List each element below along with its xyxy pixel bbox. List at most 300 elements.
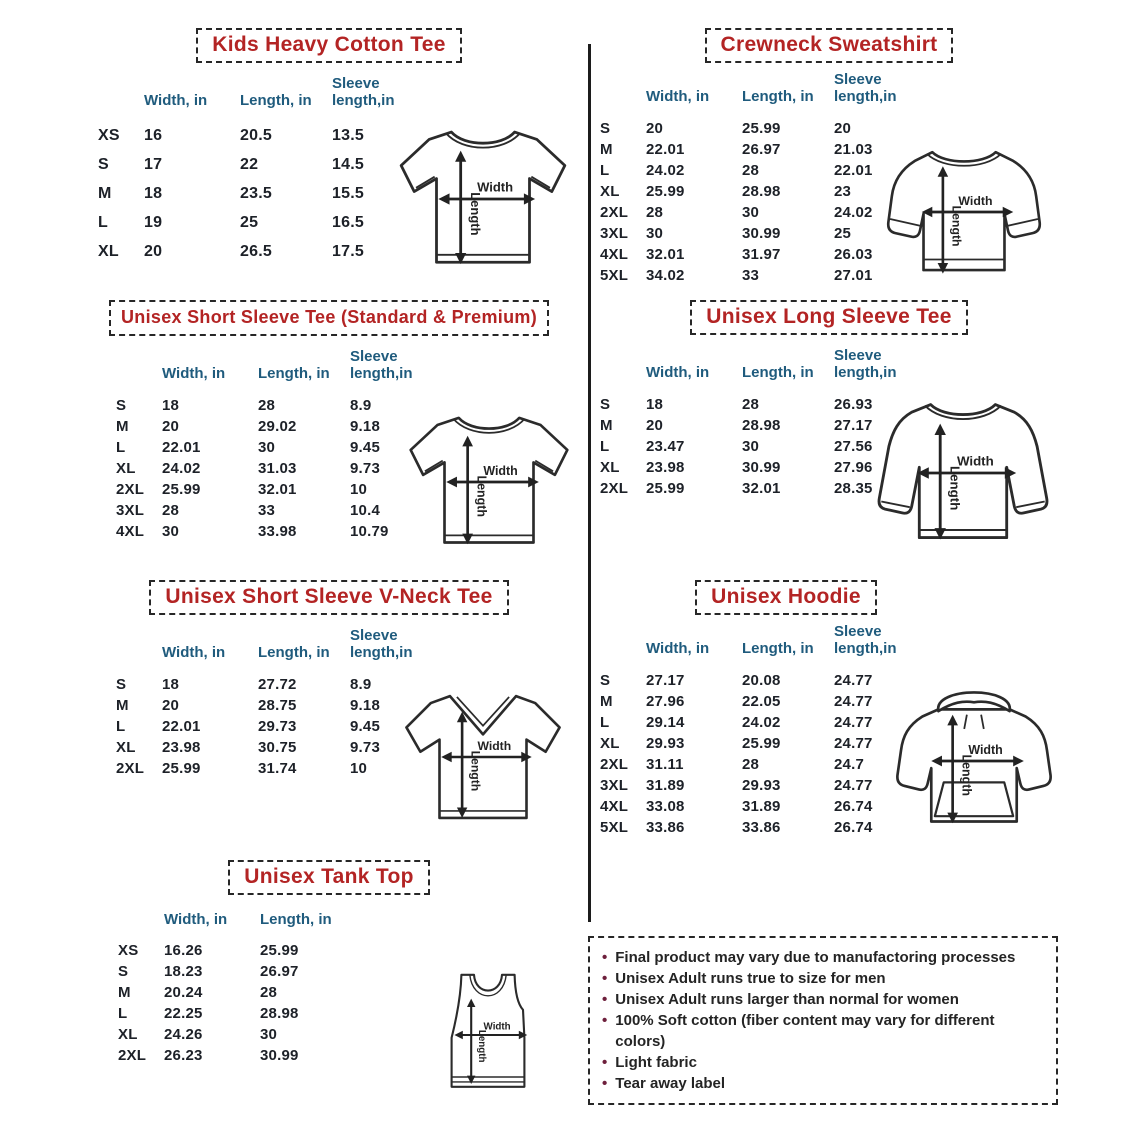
tank-top-illustration [418, 940, 558, 1130]
size-row [600, 733, 912, 754]
length-header: Length, in [258, 365, 330, 383]
measurement-value: 20 [162, 417, 180, 435]
measurement-value: 30 [260, 1026, 278, 1044]
measurement-value: 25.99 [646, 479, 685, 497]
measurement-value: 20 [646, 416, 664, 434]
column-divider [588, 44, 591, 922]
size-table [116, 627, 428, 779]
measurement-value: 20.24 [164, 984, 203, 1002]
measurement-value: 28 [162, 501, 180, 519]
bullet-icon: • [602, 1054, 608, 1071]
panel-unisex-tank-top [82, 860, 576, 1130]
width-header: Width, in [144, 92, 208, 110]
measurement-value: 8.9 [350, 396, 372, 414]
long-sleeve-tee-illustration [854, 378, 1072, 568]
length-arrow-label: Length [475, 1029, 487, 1063]
measurement-value: 32.01 [742, 479, 781, 497]
tshirt-illustration [400, 390, 578, 574]
size-label: XL [600, 734, 620, 752]
measurement-value: 13.5 [332, 127, 364, 144]
measurement-value: 26.97 [742, 140, 781, 158]
measurement-value: 28 [742, 395, 760, 413]
measurement-value: 26.5 [240, 243, 272, 260]
measurement-value: 10 [350, 759, 368, 777]
size-label: 2XL [600, 479, 629, 497]
measurement-value: 27.96 [646, 692, 685, 710]
size-row [600, 775, 912, 796]
measurement-value: 17.5 [332, 243, 364, 260]
measurement-value: 19 [144, 214, 163, 231]
size-table [118, 911, 352, 1066]
measurement-value: 18 [162, 396, 180, 414]
size-column-header [600, 623, 646, 670]
measurement-value: 30.99 [742, 224, 781, 242]
size-row [116, 695, 428, 716]
measurement-value: 18.23 [164, 963, 203, 981]
measurement-value: 16.26 [164, 942, 203, 960]
note-text: Final product may vary due to manufactoring processes [615, 949, 1016, 966]
note-text: Light fabric [615, 1054, 697, 1071]
measurement-value: 26.74 [834, 818, 873, 836]
length-header: Length, in [258, 644, 330, 662]
size-rows [600, 670, 912, 838]
size-label: XL [118, 1026, 138, 1044]
width-arrow-label: Width [483, 463, 518, 478]
size-label: L [116, 438, 126, 456]
measurement-value: 24.02 [162, 459, 201, 477]
size-label: 3XL [600, 224, 629, 242]
measurement-value: 30 [646, 224, 664, 242]
hoodie-illustration [880, 672, 1068, 850]
measurement-value: 22 [240, 156, 259, 173]
header-row [98, 75, 410, 122]
measurement-value: 22.01 [834, 161, 873, 179]
width-arrow-label: Width [958, 193, 993, 208]
measurement-value: 30 [258, 438, 276, 456]
measurement-value: 21.03 [834, 140, 873, 158]
size-column-header [116, 627, 162, 674]
measurement-value: 18 [162, 675, 180, 693]
width-arrow-label: Width [477, 179, 514, 195]
size-label: XL [98, 243, 119, 260]
measurement-value: 33 [258, 501, 276, 519]
size-label: S [98, 156, 109, 173]
measurement-value: 26.97 [260, 963, 299, 981]
size-label: S [116, 675, 127, 693]
measurement-value: 25.99 [742, 119, 781, 137]
measurement-value: 17 [144, 156, 163, 173]
measurement-value: 23.98 [646, 458, 685, 476]
length-header: Length, in [742, 88, 814, 106]
width-arrow-label: Width [968, 742, 1003, 757]
size-label: L [98, 214, 108, 231]
measurement-value: 34.02 [646, 266, 685, 284]
measurement-value: 16 [144, 127, 163, 144]
width-arrow-label: Width [483, 1021, 511, 1033]
measurement-value: 9.73 [350, 459, 380, 477]
measurement-value: 23.98 [162, 738, 201, 756]
size-label: 4XL [600, 797, 629, 815]
measurement-value: 10.79 [350, 522, 389, 540]
size-row [98, 151, 410, 180]
measurement-value: 24.02 [834, 203, 873, 221]
size-label: S [600, 671, 611, 689]
measurement-value: 18 [646, 395, 664, 413]
width-arrow-label: Width [956, 453, 994, 469]
measurement-value: 10.4 [350, 501, 380, 519]
measurement-value: 27.96 [834, 458, 873, 476]
size-row [600, 670, 912, 691]
size-rows [98, 122, 410, 267]
size-label: 2XL [118, 1047, 147, 1065]
measurement-value: 27.01 [834, 266, 873, 284]
size-label: XS [118, 942, 139, 960]
measurement-value: 20.08 [742, 671, 781, 689]
measurement-value: 22.01 [162, 717, 201, 735]
size-label: M [600, 692, 613, 710]
measurement-value: 29.02 [258, 417, 297, 435]
measurement-value: 25 [834, 224, 852, 242]
measurement-value: 9.73 [350, 738, 380, 756]
measurement-value: 16.5 [332, 214, 364, 231]
measurement-value: 20 [144, 243, 163, 260]
measurement-value: 20 [646, 119, 664, 137]
note-item [602, 947, 1044, 968]
panel-unisex-short-sleeve-tee [82, 300, 576, 578]
measurement-value: 22.05 [742, 692, 781, 710]
measurement-value: 31.97 [742, 245, 781, 263]
size-row [116, 674, 428, 695]
measurement-value: 33.86 [742, 818, 781, 836]
size-row [116, 521, 428, 542]
note-item [602, 1073, 1044, 1094]
size-row [600, 691, 912, 712]
product-notes-box [588, 936, 1058, 1105]
notes-list [602, 947, 1044, 1094]
length-header: Length, in [742, 640, 814, 658]
measurement-value: 27.56 [834, 437, 873, 455]
size-label: S [600, 119, 611, 137]
size-row [98, 209, 410, 238]
bullet-icon: • [602, 1012, 608, 1029]
width-header: Width, in [162, 644, 226, 662]
measurement-value: 25.99 [260, 942, 299, 960]
size-label: S [600, 395, 611, 413]
size-label: XL [600, 182, 620, 200]
measurement-value: 22.25 [164, 1005, 203, 1023]
measurement-value: 9.45 [350, 717, 380, 735]
panel-kids-heavy-cotton-tee [82, 28, 576, 296]
measurement-value: 10 [350, 480, 368, 498]
measurement-value: 20.5 [240, 127, 272, 144]
measurement-value: 24.77 [834, 671, 873, 689]
size-table [98, 75, 410, 267]
measurement-value: 25.99 [742, 734, 781, 752]
size-rows [116, 395, 428, 542]
size-column-header [116, 348, 162, 395]
size-label: M [116, 696, 129, 714]
size-row [600, 754, 912, 775]
measurement-value: 27.17 [646, 671, 685, 689]
size-label: XL [116, 459, 136, 477]
measurement-value: 29.14 [646, 713, 685, 731]
header-row [116, 348, 428, 395]
size-label: M [600, 416, 613, 434]
size-column-header [600, 347, 646, 394]
width-header: Width, in [164, 911, 228, 928]
length-arrow-label: Length [959, 754, 974, 796]
measurement-value: 31.89 [646, 776, 685, 794]
size-row [118, 1024, 352, 1045]
measurement-value: 33.98 [258, 522, 297, 540]
panel-title: Unisex Short Sleeve Tee (Standard & Premium) [109, 300, 549, 336]
measurement-value: 24.7 [834, 755, 864, 773]
measurement-value: 22.01 [162, 438, 201, 456]
measurement-value: 28.75 [258, 696, 297, 714]
size-row [118, 961, 352, 982]
measurement-value: 30 [742, 437, 760, 455]
measurement-value: 20 [834, 119, 852, 137]
size-table [116, 348, 428, 542]
measurement-value: 22.01 [646, 140, 685, 158]
measurement-value: 23 [834, 182, 852, 200]
size-row [116, 458, 428, 479]
measurement-value: 26.74 [834, 797, 873, 815]
size-row [116, 758, 428, 779]
width-header: Width, in [162, 365, 226, 383]
size-label: 3XL [116, 501, 145, 519]
size-label: 5XL [600, 818, 629, 836]
measurement-value: 25.99 [162, 759, 201, 777]
size-label: L [600, 437, 610, 455]
measurement-value: 24.26 [164, 1026, 203, 1044]
header-row [600, 623, 912, 670]
measurement-value: 28.98 [742, 182, 781, 200]
header-row [116, 627, 428, 674]
measurement-value: 28 [742, 755, 760, 773]
size-label: L [600, 713, 610, 731]
measurement-value: 24.02 [742, 713, 781, 731]
measurement-value: 15.5 [332, 185, 364, 202]
measurement-value: 20 [162, 696, 180, 714]
note-item [602, 1052, 1044, 1073]
sleeve-header: Sleeve length,in [834, 623, 897, 658]
measurement-value: 27.17 [834, 416, 873, 434]
note-text: Tear away label [615, 1075, 726, 1092]
size-label: 2XL [116, 480, 145, 498]
tshirt-illustration [390, 106, 576, 292]
measurement-value: 31.74 [258, 759, 297, 777]
measurement-value: 31.89 [742, 797, 781, 815]
size-row [116, 437, 428, 458]
panel-title: Unisex Long Sleeve Tee [690, 300, 967, 335]
size-row [116, 737, 428, 758]
size-label: L [118, 1005, 128, 1023]
panel-title: Kids Heavy Cotton Tee [196, 28, 461, 63]
header-row [600, 71, 912, 118]
measurement-value: 23.5 [240, 185, 272, 202]
size-label: XL [600, 458, 620, 476]
length-header: Length, in [742, 364, 814, 382]
measurement-value: 24.77 [834, 692, 873, 710]
size-label: 3XL [600, 776, 629, 794]
size-label: M [98, 185, 112, 202]
measurement-value: 30 [742, 203, 760, 221]
size-label: 2XL [600, 755, 629, 773]
measurement-value: 33.86 [646, 818, 685, 836]
size-row [118, 940, 352, 961]
width-header: Width, in [646, 88, 710, 106]
measurement-value: 24.77 [834, 776, 873, 794]
measurement-value: 9.45 [350, 438, 380, 456]
measurement-value: 8.9 [350, 675, 372, 693]
panel-title-wrap [82, 860, 576, 895]
measurement-value: 24.77 [834, 713, 873, 731]
length-arrow-label: Length [467, 192, 483, 236]
measurement-value: 33 [742, 266, 760, 284]
size-row [600, 712, 912, 733]
measurement-value: 30 [162, 522, 180, 540]
size-label: S [118, 963, 129, 981]
measurement-value: 32.01 [646, 245, 685, 263]
sleeve-header: Sleeve length,in [834, 71, 897, 106]
size-label: 4XL [600, 245, 629, 263]
panel-title-wrap [82, 580, 576, 615]
measurement-value: 26.23 [164, 1047, 203, 1065]
sweatshirt-illustration [864, 124, 1064, 300]
size-label: 4XL [116, 522, 145, 540]
size-label: L [600, 161, 610, 179]
size-column-header [600, 71, 646, 118]
width-arrow-label: Width [477, 739, 512, 754]
size-label: M [116, 417, 129, 435]
length-arrow-label: Length [949, 205, 964, 247]
size-row [118, 982, 352, 1003]
size-row [118, 1045, 352, 1066]
measurement-value: 28 [260, 984, 278, 1002]
panel-unisex-v-neck-tee [82, 580, 576, 855]
size-row [116, 416, 428, 437]
measurement-value: 28.35 [834, 479, 873, 497]
size-label: XS [98, 127, 120, 144]
panel-crewneck-sweatshirt [596, 28, 1062, 298]
size-row [98, 122, 410, 151]
size-column-header [118, 911, 164, 940]
length-arrow-label: Length [468, 750, 483, 792]
sleeve-header: Sleeve length,in [834, 347, 897, 382]
width-header: Width, in [646, 364, 710, 382]
measurement-value: 28 [258, 396, 276, 414]
length-arrow-label: Length [474, 475, 489, 517]
measurement-value: 24.02 [646, 161, 685, 179]
measurement-value: 30.99 [260, 1047, 299, 1065]
panel-title: Unisex Tank Top [228, 860, 429, 895]
measurement-value: 28.98 [742, 416, 781, 434]
measurement-value: 28 [646, 203, 664, 221]
measurement-value: 31.11 [646, 755, 684, 773]
width-header: Width, in [646, 640, 710, 658]
panel-unisex-hoodie [596, 580, 1062, 855]
measurement-value: 27.72 [258, 675, 297, 693]
size-label: XL [116, 738, 136, 756]
size-label: 2XL [600, 203, 629, 221]
note-item [602, 1010, 1044, 1052]
length-header: Length, in [260, 911, 332, 928]
bullet-icon: • [602, 1075, 608, 1092]
measurement-value: 30.99 [742, 458, 781, 476]
measurement-value: 9.18 [350, 696, 380, 714]
panel-title-wrap [82, 300, 576, 336]
panel-unisex-long-sleeve-tee [596, 300, 1062, 578]
measurement-value: 9.18 [350, 417, 380, 435]
panel-title: Unisex Hoodie [695, 580, 877, 615]
size-row [600, 817, 912, 838]
panel-title-wrap [596, 300, 1062, 335]
measurement-value: 32.01 [258, 480, 297, 498]
size-row [116, 500, 428, 521]
measurement-value: 26.93 [834, 395, 873, 413]
measurement-value: 28 [742, 161, 760, 179]
note-text: Unisex Adult runs larger than normal for women [615, 991, 959, 1008]
size-row [600, 796, 912, 817]
panel-title: Crewneck Sweatshirt [705, 28, 954, 63]
length-arrow-label: Length [947, 466, 963, 511]
measurement-value: 33.08 [646, 797, 685, 815]
panel-title-wrap [596, 28, 1062, 63]
sleeve-header: Sleeve length,in [332, 75, 395, 110]
measurement-value: 28.98 [260, 1005, 299, 1023]
size-table [600, 623, 912, 838]
size-label: S [116, 396, 127, 414]
sleeve-header: Sleeve length,in [350, 348, 413, 383]
size-column-header [98, 75, 144, 122]
measurement-value: 25 [240, 214, 259, 231]
measurement-value: 25.99 [162, 480, 201, 498]
note-item [602, 968, 1044, 989]
size-rows [116, 674, 428, 779]
measurement-value: 31.03 [258, 459, 297, 477]
size-label: M [600, 140, 613, 158]
size-row [118, 1003, 352, 1024]
measurement-value: 25.99 [646, 182, 685, 200]
size-row [98, 238, 410, 267]
length-header: Length, in [240, 92, 312, 110]
header-row [118, 911, 352, 940]
size-label: M [118, 984, 131, 1002]
size-label: 2XL [116, 759, 145, 777]
size-row [116, 479, 428, 500]
measurement-value: 29.93 [742, 776, 781, 794]
bullet-icon: • [602, 949, 608, 966]
measurement-value: 24.77 [834, 734, 873, 752]
size-rows [118, 940, 352, 1066]
measurement-value: 18 [144, 185, 163, 202]
size-row [98, 180, 410, 209]
bullet-icon: • [602, 991, 608, 1008]
measurement-value: 23.47 [646, 437, 685, 455]
measurement-value: 26.03 [834, 245, 873, 263]
measurement-value: 29.73 [258, 717, 297, 735]
measurement-value: 29.93 [646, 734, 685, 752]
note-item [602, 989, 1044, 1010]
sleeve-header: Sleeve length,in [350, 627, 413, 662]
bullet-icon: • [602, 970, 608, 987]
size-row [116, 395, 428, 416]
size-row [116, 716, 428, 737]
measurement-value: 14.5 [332, 156, 364, 173]
note-text: 100% Soft cotton (fiber content may vary for different colors) [615, 1012, 995, 1050]
size-label: L [116, 717, 126, 735]
